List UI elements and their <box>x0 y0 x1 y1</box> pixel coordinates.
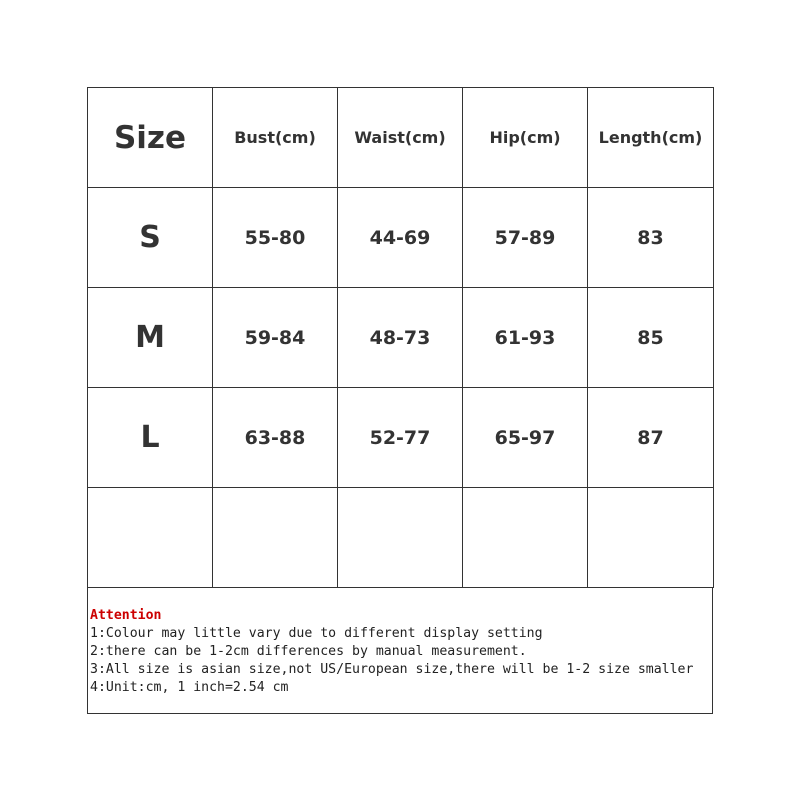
waist-value: 48-73 <box>338 288 463 388</box>
table-row <box>88 388 714 488</box>
size-label: S <box>88 188 213 288</box>
size-label: L <box>88 388 213 488</box>
bust-value: 55-80 <box>213 188 338 288</box>
length-header: Length(cm) <box>588 88 714 188</box>
note-line: 3:All size is asian size,not US/European size,there will be 1-2 size smaller <box>90 662 694 677</box>
hip-value <box>463 488 588 588</box>
hip-value: 57-89 <box>463 188 588 288</box>
size-chart <box>87 87 713 714</box>
waist-value <box>338 488 463 588</box>
size-label: M <box>88 288 213 388</box>
note-line: 2:there can be 1-2cm differences by manual measurement. <box>90 644 527 659</box>
attention-notes <box>87 587 713 714</box>
header-row <box>88 88 714 188</box>
table-row <box>88 288 714 388</box>
hip-header: Hip(cm) <box>463 88 588 188</box>
table-row-empty <box>88 488 714 588</box>
bust-value: 59-84 <box>213 288 338 388</box>
length-value <box>588 488 714 588</box>
length-value: 87 <box>588 388 714 488</box>
waist-value: 52-77 <box>338 388 463 488</box>
waist-header: Waist(cm) <box>338 88 463 188</box>
hip-value: 61-93 <box>463 288 588 388</box>
note-line: 1:Colour may little vary due to different display setting <box>90 626 543 641</box>
size-table <box>87 87 714 588</box>
bust-header: Bust(cm) <box>213 88 338 188</box>
note-line: 4:Unit:cm, 1 inch=2.54 cm <box>90 680 289 695</box>
bust-value <box>213 488 338 588</box>
table-row <box>88 188 714 288</box>
attention-title: Attention <box>90 608 162 623</box>
hip-value: 65-97 <box>463 388 588 488</box>
size-label <box>88 488 213 588</box>
length-value: 83 <box>588 188 714 288</box>
waist-value: 44-69 <box>338 188 463 288</box>
size-header: Size <box>88 88 213 188</box>
length-value: 85 <box>588 288 714 388</box>
bust-value: 63-88 <box>213 388 338 488</box>
